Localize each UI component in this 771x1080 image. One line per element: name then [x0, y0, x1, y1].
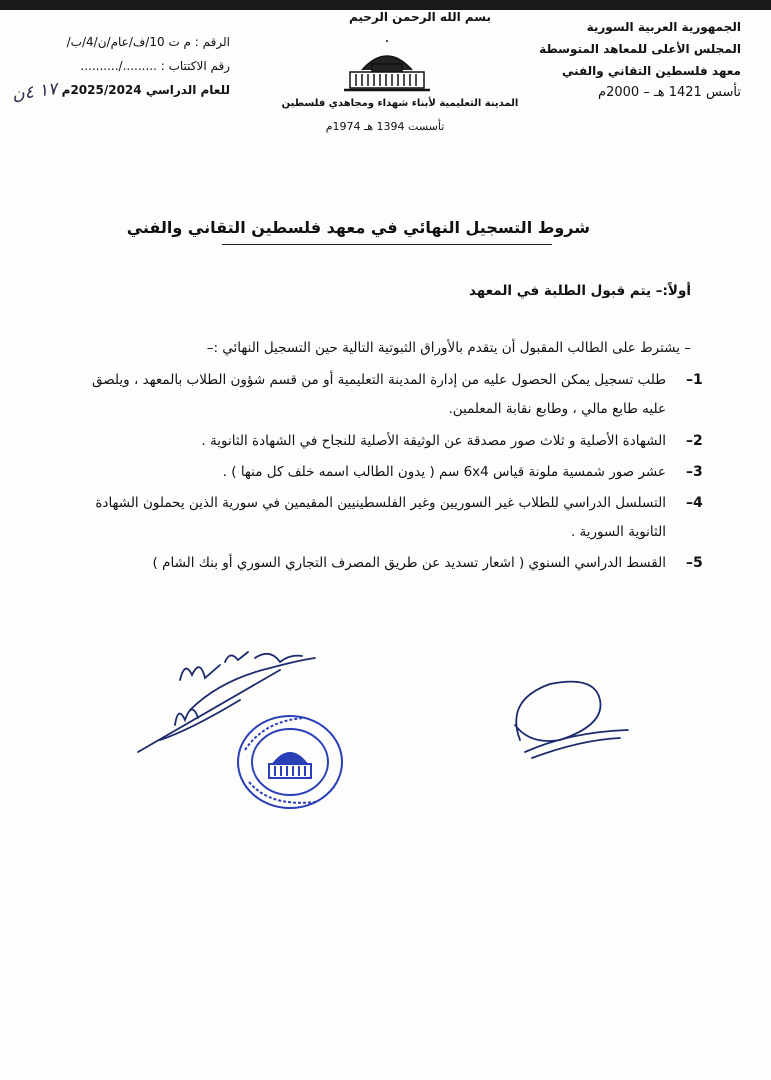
item-text: التسلسل الدراسي للطلاب غير السوريين وغير الفلسطينيين المقيمين في سورية الذين يحملون الشهادة الثانوية السورية .	[95, 495, 666, 540]
institute-stamp-icon	[235, 712, 345, 812]
item-text: القسط الدراسي السنوي ( اشعار تسديد عن طريق المصرف التجاري السوري أو بنك الشام )	[152, 555, 666, 571]
academic-year: للعام الدراسي 2025/2024م	[61, 83, 230, 97]
educational-city-name: المدينة التعليمية لأبناء شهداء ومجاهدي فلسطين	[281, 98, 519, 109]
item-number: 2–	[686, 433, 703, 449]
item-text: عشر صور شمسية ملونة قياس 6x4 سم ( يدون الطالب اسمه خلف كل منها ) .	[222, 464, 666, 480]
section-heading: أولاً:– يتم قبول الطلبة في المعهد	[468, 283, 691, 299]
item-text: الشهادة الأصلية و ثلاث صور مصدقة عن الوثيقة الأصلية للنجاح في الشهادة الثانوية .	[201, 433, 666, 449]
city-founded: تأسست 1394 هـ 1974م	[325, 120, 445, 133]
council-name: المجلس الأعلى للمعاهد المتوسطة	[539, 42, 741, 56]
title-underline	[222, 244, 552, 245]
subscription-number: رقم الاكتتاب : ........./..........	[80, 59, 230, 73]
requirement-item-5	[111, 549, 711, 579]
requirement-item-3	[111, 458, 711, 488]
item-number: 4–	[686, 495, 703, 511]
item-text: طلب تسجيل يمكن الحصول عليه من إدارة المدينة التعليمية أو من قسم شؤون الطلاب بالمعهد ، ويلصق عليه طابع مالي ، وطابع نقابة المعلمين.	[91, 372, 666, 417]
reference-number: الرقم : م ت 10/ف/عام/ن/4/ب/	[66, 35, 230, 49]
requirement-item-2	[111, 427, 711, 457]
country-name: الجمهورية العربية السورية	[586, 20, 741, 34]
requirements-intro: – يشترط على الطالب المقبول أن يتقدم بالأوراق الثبوتية التالية حين التسجيل النهائي :–	[206, 340, 691, 356]
dome-of-the-rock-logo-icon	[342, 40, 432, 95]
signature-icon	[500, 670, 635, 765]
item-number: 5–	[686, 555, 703, 571]
institute-name: معهد فلسطين التقاني والفني	[561, 64, 741, 78]
requirement-item-4	[95, 489, 711, 549]
handwritten-number: ١٧ ٤ن	[10, 78, 59, 106]
item-number: 1–	[686, 372, 703, 388]
basmala: بسم الله الرحمن الرحيم	[348, 10, 492, 24]
institute-founded: تأسس 1421 هـ – 2000م	[598, 85, 741, 100]
requirement-item-1	[91, 366, 711, 426]
item-number: 3–	[686, 464, 703, 480]
header-right-block	[481, 16, 741, 104]
document-title: شروط التسجيل النهائي في معهد فلسطين التقاني والفني	[126, 218, 590, 237]
header-left-block	[30, 30, 230, 102]
